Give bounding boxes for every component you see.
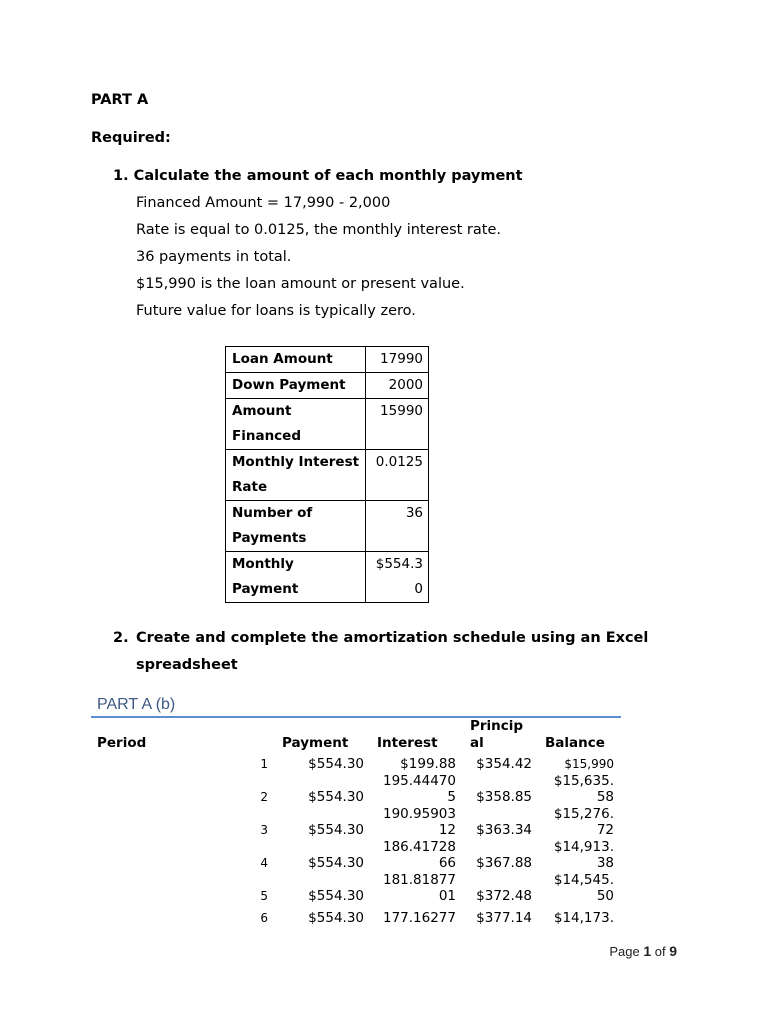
cell-interest: 66 [438,855,456,871]
start-balance: $15,990 [564,757,614,771]
q1-line: Rate is equal to 0.0125, the monthly interest rate. [136,222,501,238]
row-value: 17990 [366,347,429,373]
cell-principal: $363.34 [476,822,532,838]
table-row [226,399,429,450]
part-title: PART A [91,92,149,108]
cell-period: 2 [260,790,268,804]
cell-principal: $377.14 [476,910,532,926]
cell-balance: $14,913. [553,839,614,855]
page-of-word: of [654,944,666,959]
cell-interest: 181.81877 [382,872,456,888]
table-row [226,373,429,399]
row-value: 0.0125 [366,450,429,501]
cell-period: 4 [260,856,268,870]
cell-interest: 195.44470 [382,773,456,789]
cell-payment: $554.30 [308,756,364,772]
header-principal-cont: al [470,735,484,751]
table-row [226,501,429,552]
cell-interest: 190.95903 [382,806,456,822]
cell-principal: $372.48 [476,888,532,904]
row-value: 36 [366,501,429,552]
cell-balance: $15,635. [553,773,614,789]
cell-payment: $554.30 [308,910,364,926]
cell-interest: 186.41728 [382,839,456,855]
q1-line: 36 payments in total. [136,249,292,265]
cell-balance: 50 [596,888,614,904]
q1-line: Financed Amount = 17,990 - 2,000 [136,195,391,211]
row-label: Monthly Payment [226,552,366,603]
cell-period: 6 [260,911,268,925]
required-label: Required: [91,130,171,146]
cell-balance: $14,545. [553,872,614,888]
question-2-text: Create and complete the amortization schedule using an Excel spreadsheet [136,630,649,673]
cell-payment: $554.30 [308,789,364,805]
row-label: Monthly Interest Rate [226,450,366,501]
page-total: 9 [669,943,677,959]
row-label: Number of Payments [226,501,366,552]
table-row [226,450,429,501]
question-2-number: 2. [113,630,129,646]
header-payment: Payment [282,735,349,751]
cell-balance: 72 [596,822,614,838]
question-1-text: Calculate the amount of each monthly payment [133,168,523,184]
table-row [226,347,429,373]
cell-period: 1 [260,757,268,771]
header-balance: Balance [545,735,605,751]
page-current: 1 [643,943,652,959]
cell-principal: $358.85 [476,789,532,805]
cell-payment: $554.30 [308,822,364,838]
page-word: Page [609,944,640,959]
cell-balance: 38 [596,855,614,871]
q1-line: $15,990 is the loan amount or present value. [136,276,465,292]
header-principal: Princip [470,718,524,734]
row-label: Down Payment [226,373,366,399]
loan-summary-table [225,346,429,603]
cell-interest: 5 [447,789,456,805]
cell-interest: 01 [438,888,456,904]
question-1-number: 1. [113,168,129,184]
cell-balance: $14,173. [553,910,614,926]
row-label: Amount Financed [226,399,366,450]
cell-period: 3 [260,823,268,837]
cell-principal: $354.42 [476,756,532,772]
cell-principal: $367.88 [476,855,532,871]
section-rule [91,716,621,718]
cell-balance: $15,276. [553,806,614,822]
header-interest: Interest [377,735,438,751]
cell-interest: $199.88 [400,756,456,772]
row-label: Loan Amount [226,347,366,373]
cell-interest: 177.16277 [382,910,456,926]
cell-payment: $554.30 [308,888,364,904]
cell-balance: 58 [596,789,614,805]
cell-interest: 12 [438,822,456,838]
question-2-title [113,625,649,673]
section-title: PART A (b) [97,696,176,713]
row-value: $554.30 [366,552,429,603]
header-period: Period [97,735,147,751]
row-value: 15990 [366,399,429,450]
question-1-title [113,168,523,184]
table-row [226,552,429,603]
cell-period: 5 [260,889,268,903]
page-footer [609,943,677,959]
q1-line: Future value for loans is typically zero. [136,303,416,319]
cell-payment: $554.30 [308,855,364,871]
row-value: 2000 [366,373,429,399]
